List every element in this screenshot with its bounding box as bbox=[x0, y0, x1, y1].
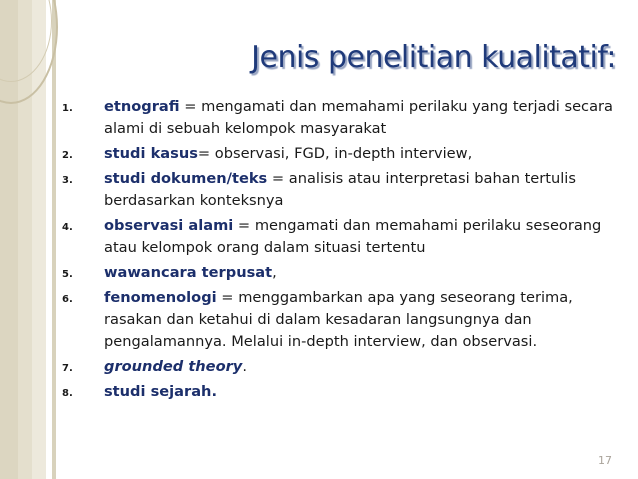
list-item bbox=[62, 356, 622, 378]
item-number: 2. bbox=[62, 150, 73, 161]
item-term: fenomenologi bbox=[104, 289, 217, 306]
item-description: analisis atau interpretasi bahan tertulis berdasarkan konteksnya bbox=[104, 170, 576, 209]
item-number: 7. bbox=[62, 363, 73, 374]
list-item bbox=[62, 287, 622, 353]
item-separator: = bbox=[197, 145, 215, 162]
list-item bbox=[62, 168, 622, 212]
item-term: grounded theory bbox=[104, 358, 243, 375]
item-number: 8. bbox=[62, 388, 73, 399]
item-term: studi kasus bbox=[104, 145, 198, 162]
list-item bbox=[62, 143, 622, 165]
slide-title: Jenis penelitian kualitatif: bbox=[251, 40, 616, 75]
decorative-side-panel bbox=[0, 0, 58, 479]
item-number: 6. bbox=[62, 294, 73, 305]
item-description: mengamati dan memahami perilaku seseorang atau kelompok orang dalam situasi tertentu bbox=[104, 217, 602, 256]
item-separator: = bbox=[267, 170, 289, 187]
list-item bbox=[62, 215, 622, 259]
item-number: 1. bbox=[62, 103, 73, 114]
item-description: mengamati dan memahami perilaku yang terjadi secara alami di sebuah kelompok masyarakat bbox=[104, 98, 613, 137]
item-separator: , bbox=[272, 264, 277, 281]
list-item bbox=[62, 96, 622, 140]
item-description: menggambarkan apa yang seseorang terima, rasakan dan ketahui di dalam kesadaran langsungnya dan pengalamannya. Melalui in-depth interview, dan observasi. bbox=[104, 289, 573, 350]
item-separator: = bbox=[179, 98, 202, 115]
item-term: studi dokumen/teks bbox=[104, 170, 268, 187]
item-number: 4. bbox=[62, 222, 73, 233]
item-term: observasi alami bbox=[104, 217, 234, 234]
item-term: etnografi bbox=[104, 98, 180, 115]
item-separator: = bbox=[233, 217, 255, 234]
item-term: wawancara terpusat bbox=[104, 264, 273, 281]
item-separator: . bbox=[242, 358, 247, 375]
list-item bbox=[62, 381, 622, 403]
page-number: 17 bbox=[598, 454, 612, 467]
research-types-list bbox=[62, 96, 622, 406]
list-item bbox=[62, 262, 622, 284]
item-description: observasi, FGD, in-depth interview, bbox=[214, 145, 473, 162]
item-separator: = bbox=[216, 289, 239, 306]
item-term: studi sejarah. bbox=[104, 383, 217, 400]
item-number: 3. bbox=[62, 175, 73, 186]
item-number: 5. bbox=[62, 269, 73, 280]
